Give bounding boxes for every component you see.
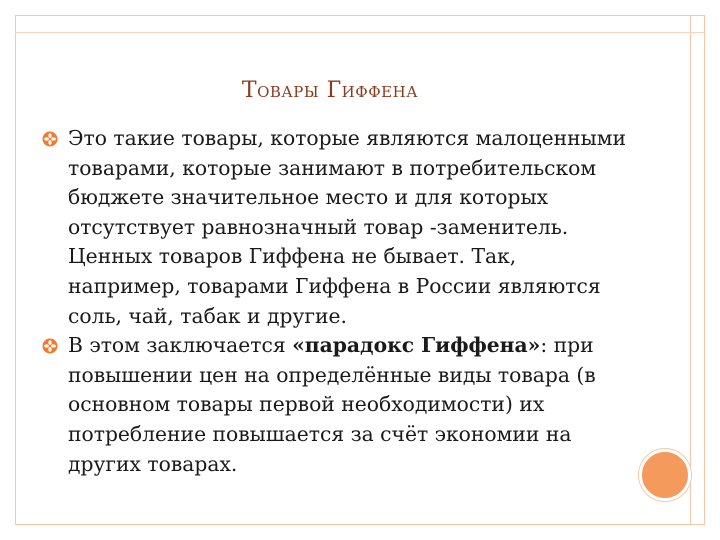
flower-bullet-icon xyxy=(42,131,58,147)
bullet-text: Это такие товары, которые являются малоценными товарами, которые занимают в потребительском бюджете значительное место и для которых отсутствует равнозначный товар -заменитель. Ценных товаров Гиффена не бывает. Так, например, товарами Гиффена в России являются соль, чай, табак и другие. xyxy=(68,126,627,328)
frame-divider-horizontal xyxy=(15,32,705,33)
frame-divider-vertical xyxy=(690,15,691,525)
bullet-item xyxy=(44,331,634,479)
bullet-text-lead: В этом заключается xyxy=(68,333,293,358)
slide-content xyxy=(44,124,634,479)
bullet-text-bold: «парадокс Гиффена» xyxy=(292,333,541,358)
orange-circle-icon xyxy=(639,449,691,501)
bullet-item xyxy=(44,124,634,331)
flower-bullet-icon xyxy=(42,338,58,354)
slide-title: Товары Гиффена xyxy=(241,78,419,103)
bullet-text-tail: : при повышении цен на определённые виды товара (в основном товары первой необходимости) их потребление повышается за счёт экономии на других товарах. xyxy=(68,333,596,476)
